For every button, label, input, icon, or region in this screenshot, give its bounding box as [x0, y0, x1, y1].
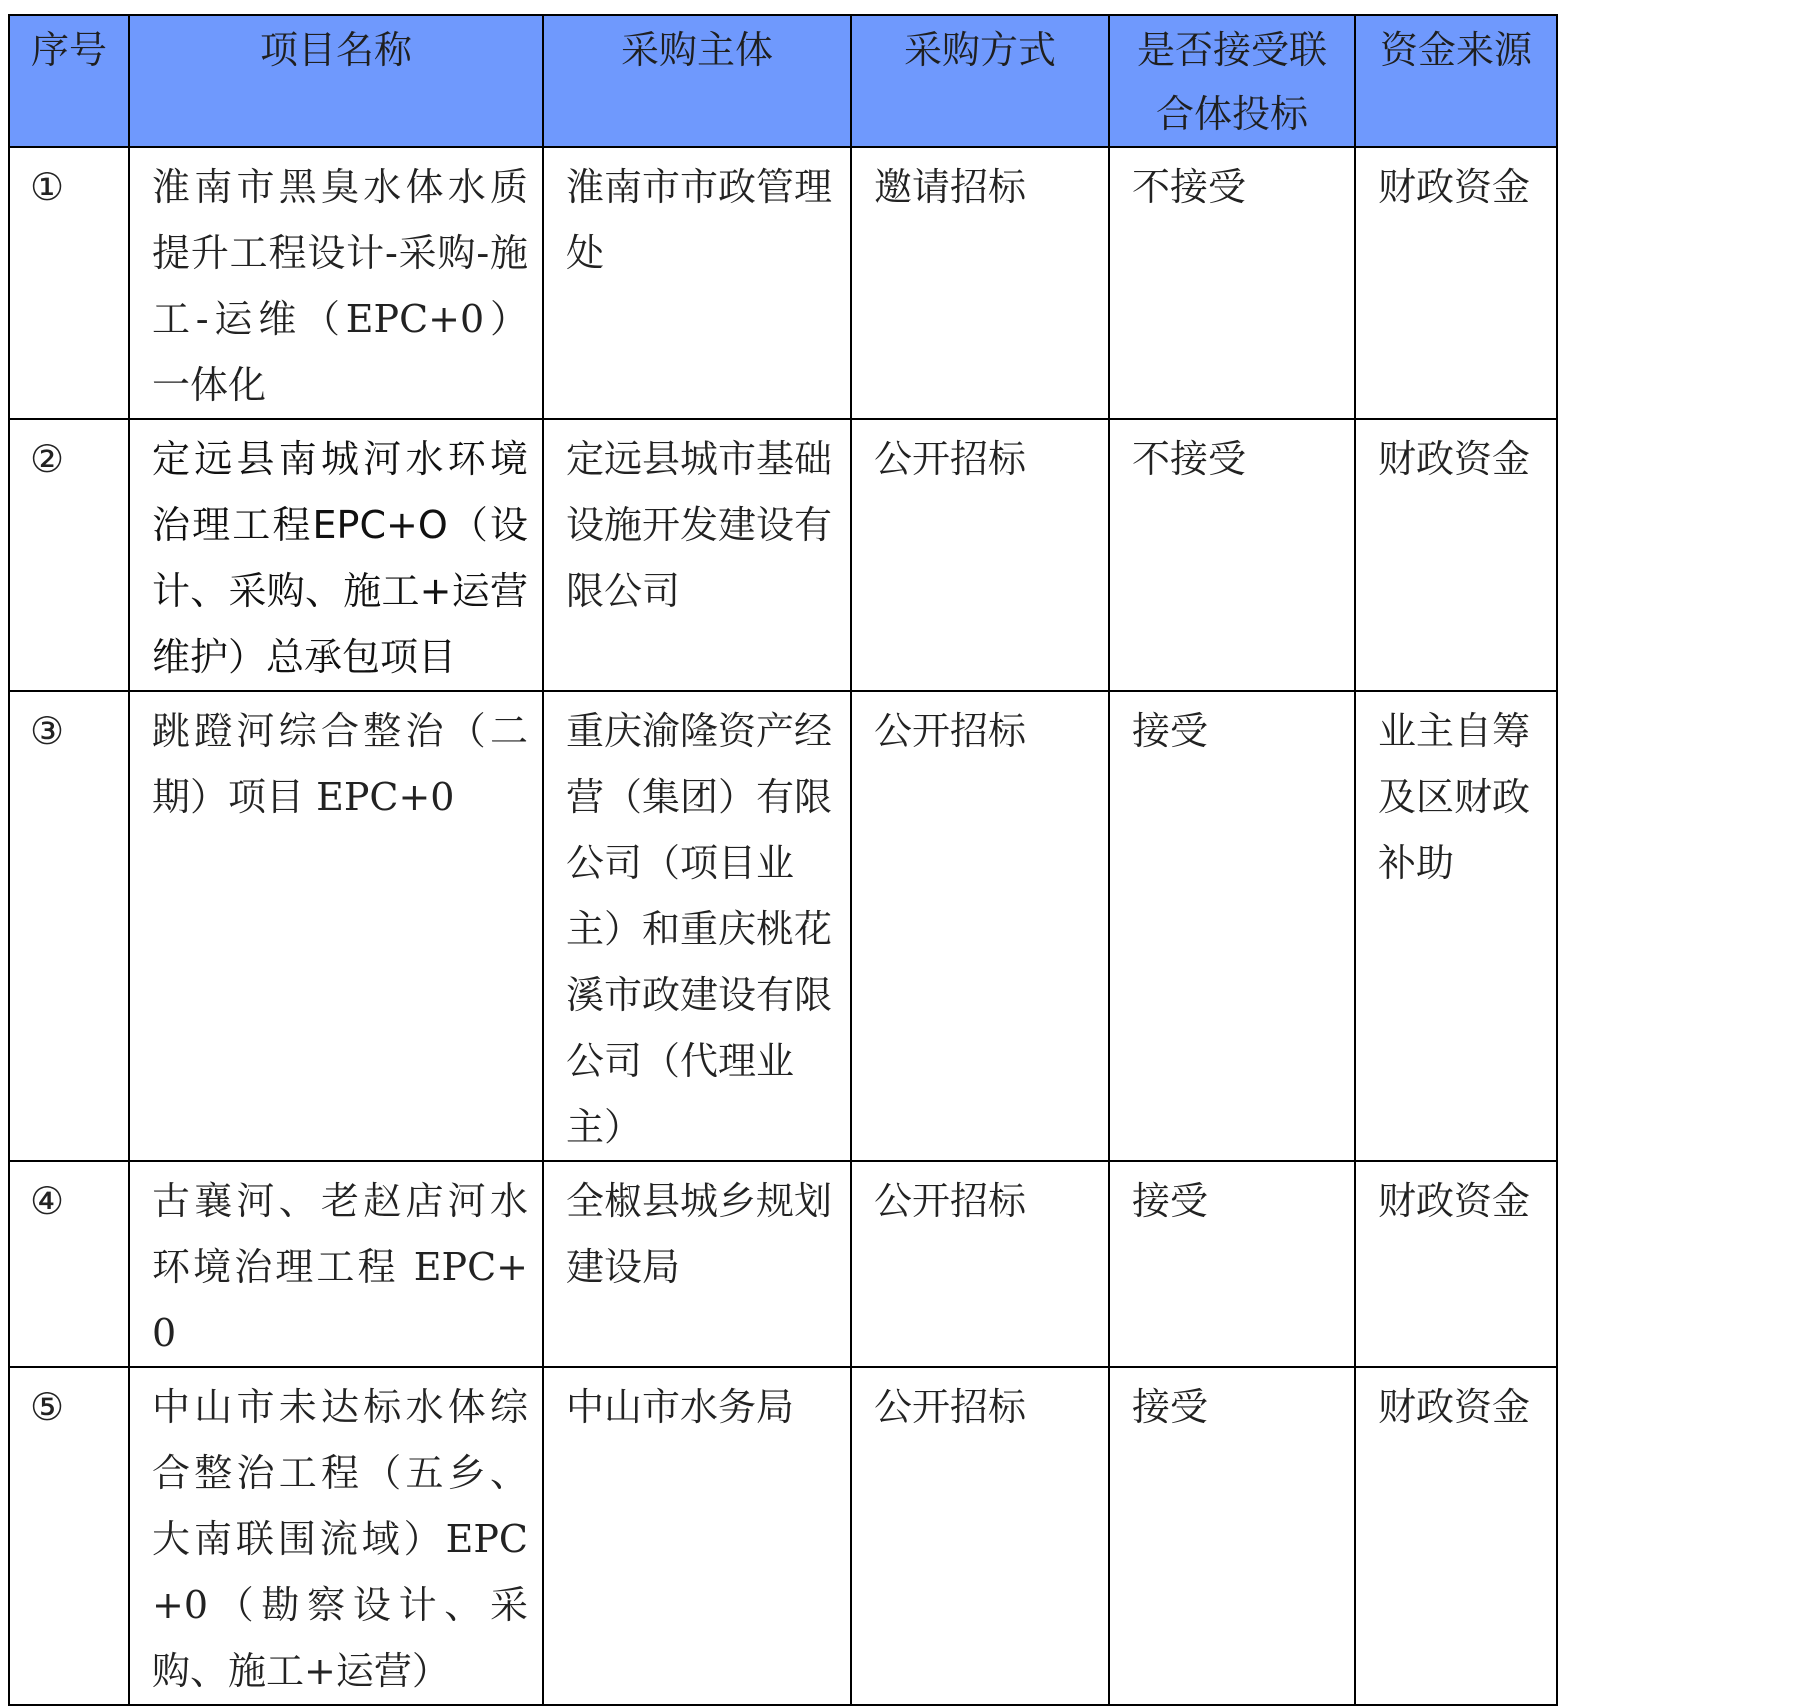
consortium-bid: 接受 [1109, 691, 1355, 1161]
header-cell-name: 项目名称 [129, 15, 543, 147]
procurement-entity: 中山市水务局 [543, 1367, 851, 1705]
procurement-entity: 淮南市市政管理处 [543, 147, 851, 419]
consortium-bid: 接受 [1109, 1161, 1355, 1367]
funding-source: 财政资金 [1355, 1367, 1557, 1705]
row-number: ⑤ [9, 1367, 129, 1705]
procurement-method: 公开招标 [851, 1161, 1109, 1367]
header-cell-funding: 资金来源 [1355, 15, 1557, 147]
procurement-method: 公开招标 [851, 419, 1109, 691]
table-row [9, 147, 1557, 419]
header-cell-entity: 采购主体 [543, 15, 851, 147]
table-row [9, 691, 1557, 1161]
row-number: ② [9, 419, 129, 691]
funding-source: 业主自筹及区财政补助 [1355, 691, 1557, 1161]
project-name: 中山市未达标水体综合整治工程（五乡、大南联围流域）EPC+0（勘察设计、采购、施工+运营） [129, 1367, 543, 1705]
consortium-bid: 不接受 [1109, 147, 1355, 419]
funding-source: 财政资金 [1355, 419, 1557, 691]
row-number: ③ [9, 691, 129, 1161]
procurement-method: 公开招标 [851, 1367, 1109, 1705]
procurement-table [8, 14, 1558, 1706]
row-number: ① [9, 147, 129, 419]
table-row [9, 419, 1557, 691]
funding-source: 财政资金 [1355, 1161, 1557, 1367]
funding-source: 财政资金 [1355, 147, 1557, 419]
project-name: 定远县南城河水环境治理工程EPC+O（设计、采购、施工+运营维护）总承包项目 [129, 419, 543, 691]
consortium-bid: 不接受 [1109, 419, 1355, 691]
consortium-bid: 接受 [1109, 1367, 1355, 1705]
procurement-entity: 重庆渝隆资产经营（集团）有限公司（项目业主）和重庆桃花溪市政建设有限公司（代理业主） [543, 691, 851, 1161]
table-row [9, 1367, 1557, 1705]
table-row [9, 1161, 1557, 1367]
header-cell-no: 序号 [9, 15, 129, 147]
procurement-method: 公开招标 [851, 691, 1109, 1161]
project-name: 古襄河、老赵店河水环境治理工程 EPC+0 [129, 1161, 543, 1367]
header-cell-method: 采购方式 [851, 15, 1109, 147]
procurement-method: 邀请招标 [851, 147, 1109, 419]
header-cell-consortium: 是否接受联合体投标 [1109, 15, 1355, 147]
procurement-entity: 全椒县城乡规划建设局 [543, 1161, 851, 1367]
project-name: 淮南市黑臭水体水质提升工程设计-采购-施工-运维（EPC+0）一体化 [129, 147, 543, 419]
procurement-entity: 定远县城市基础设施开发建设有限公司 [543, 419, 851, 691]
project-name: 跳蹬河综合整治（二期）项目 EPC+0 [129, 691, 543, 1161]
header-row [9, 15, 1557, 147]
row-number: ④ [9, 1161, 129, 1367]
